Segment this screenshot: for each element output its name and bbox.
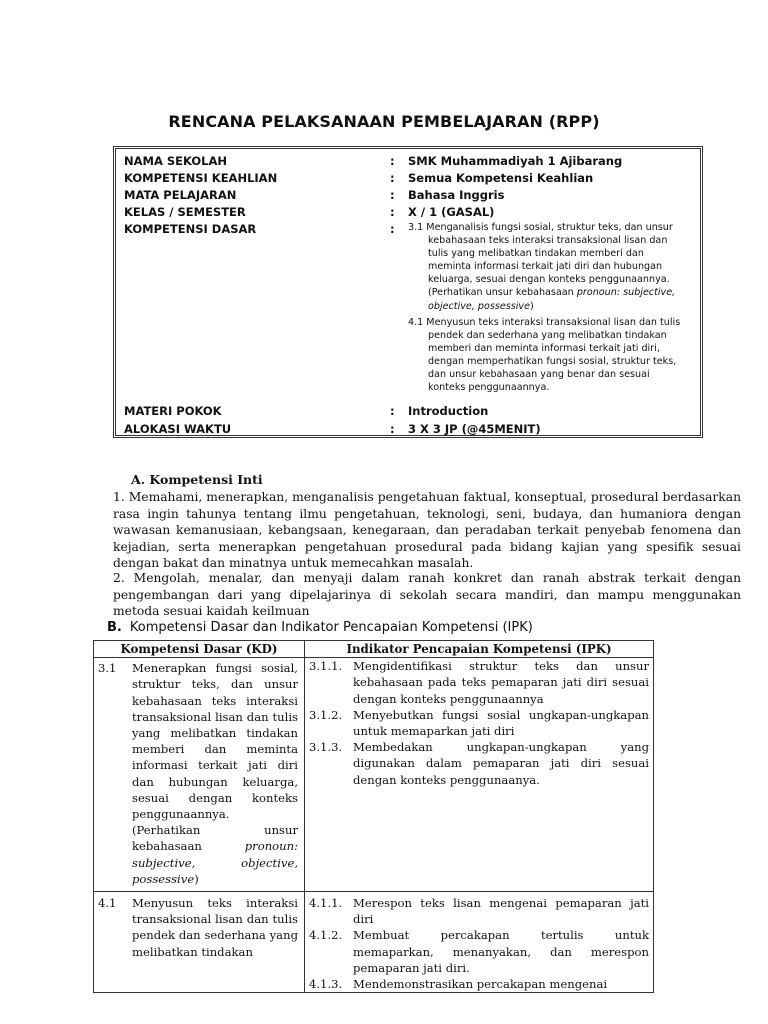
kd-cell: [94, 658, 305, 892]
section-a-heading: A. Kompetensi Inti: [131, 472, 263, 487]
identity-value: Semua Kompetensi Keahlian: [408, 171, 594, 185]
ipk-item: 4.1.1. Merespon teks lisan mengenai pemaparan jati diri: [309, 896, 649, 927]
identity-value: SMK Muhammadiyah 1 Ajibarang: [408, 154, 623, 168]
kd-cell: [94, 892, 305, 993]
identity-colon: :: [390, 188, 395, 202]
identity-colon: :: [390, 205, 395, 219]
kd-item-3-1: 3.1 Menganalisis fungsi sosial, struktur teks, dan unsur kebahasaan teks interaksi transaksional lisan dan tulis yang melibatkan tindakan memberi dan meminta informasi terkait jati diri dan hubungan keluarga, sesuai dengan konteks penggunaannya. (Perhatikan unsur kebahasaan pronoun: subjective, objective, possessive): [408, 222, 676, 312]
ipk-item: 3.1.2. Menyebutkan fungsi sosial ungkapan-ungkapan untuk memaparkan jati diri: [309, 707, 649, 739]
identity-label: NAMA SEKOLAH: [124, 154, 228, 168]
identity-label: MATA PELAJARAN: [124, 188, 237, 202]
identity-label: KOMPETENSI DASAR: [124, 222, 257, 236]
identity-value: Bahasa Inggris: [408, 188, 505, 202]
kd-text: Menyusun teks interaksi transaksional lisan dan tulis pendek dan sederhana yang melibatkan tindakan: [132, 896, 298, 959]
identity-value: 3 X 3 JP (@45MENIT): [408, 422, 541, 436]
identity-label: ALOKASI WAKTU: [124, 422, 232, 436]
kompetensi-inti-2: 2. Mengolah, menalar, dan menyaji dalam ranah konkret dan ranah abstrak terkait dengan pengembangan dari yang dipelajarinya di sekolah secara mandiri, dan mampu menggunakan metoda sesuai kaidah keilmuan: [113, 571, 741, 618]
document-title: RENCANA PELAKSANAAN PEMBELAJARAN (RPP): [168, 112, 600, 131]
ipk-item: 4.1.2. Membuat percakapan tertulis untuk memaparkan, menanyakan, dan merespon pemaparan jati diri.: [309, 928, 649, 975]
identity-colon: :: [390, 222, 395, 236]
section-b-heading: [107, 620, 533, 635]
identity-box: [113, 146, 703, 438]
ipk-item: 3.1.1. Mengidentifikasi struktur teks dan unsur kebahasaan pada teks pemaparan jati diri sesuai dengan konteks penggunaannya: [309, 659, 649, 706]
identity-label: MATERI POKOK: [124, 404, 222, 418]
table-header-kd: Kompetensi Dasar (KD): [94, 641, 305, 658]
identity-colon: :: [390, 404, 395, 418]
identity-label: KELAS / SEMESTER: [124, 205, 246, 219]
kd-number: 4.1: [98, 896, 117, 911]
section-b-title: Kompetensi Dasar dan Indikator Pencapaian Kompetensi (IPK): [129, 620, 533, 635]
table-row: [94, 892, 654, 993]
kd-number: 3.1: [98, 661, 117, 676]
identity-value: Introduction: [408, 404, 489, 418]
identity-colon: :: [390, 422, 395, 436]
table-header-row: [94, 641, 654, 658]
identity-value: X / 1 (GASAL): [408, 205, 495, 219]
ipk-item: 4.1.3. Mendemonstrasikan percakapan mengenai: [309, 977, 608, 992]
ipk-item: 3.1.3. Membedakan ungkapan-ungkapan yang digunakan dalam pemaparan jati diri sesuai dengan konteks penggunaanya.: [309, 740, 649, 787]
table-header-ipk: Indikator Pencapaian Kompetensi (IPK): [305, 641, 654, 658]
kompetensi-dasar-list: [408, 221, 682, 397]
ipk-cell: [305, 658, 654, 892]
table-row: [94, 658, 654, 892]
section-b-letter: B.: [107, 620, 122, 635]
kd-item-4-1: 4.1 Menyusun teks interaksi transaksional lisan dan tulis pendek dan sederhana yang melibatkan tindakan memberi dan meminta informasi terkait jati diri, dengan memperhatikan fungsi sosial, struktur teks, dan unsur kebahasaan yang benar dan sesuai konteks penggunaannya.: [408, 316, 681, 394]
identity-colon: :: [390, 171, 395, 185]
kd-text: Menerapkan fungsi sosial, struktur teks, dan unsur kebahasaan teks interaksi transaksional lisan dan tulis yang melibatkan tindakan memberi dan meminta informasi terkait jati diri dan hubungan keluarga, sesuai dengan konteks penggunaannya. (Perhatikan unsur kebahasaan pronoun: subjective, objective, possessive): [132, 661, 298, 886]
kompetensi-inti-1: 1. Memahami, menerapkan, menganalisis pengetahuan faktual, konseptual, prosedural berdasarkan rasa ingin tahunya tentang ilmu pengetahuan, teknologi, seni, budaya, dan humaniora dengan wawasan kemanusiaan, kebangsaan, kenegaraan, dan peradaban terkait penyebab fenomena dan kejadian, serta menerapkan pengetahuan prosedural pada bidang kajian yang spesifik sesuai dengan bakat dan minatnya untuk memecahkan masalah.: [113, 490, 741, 570]
identity-colon: :: [390, 154, 395, 168]
identity-label: KOMPETENSI KEAHLIAN: [124, 171, 278, 185]
ipk-cell: [305, 892, 654, 993]
kd-ipk-table: [93, 640, 654, 993]
